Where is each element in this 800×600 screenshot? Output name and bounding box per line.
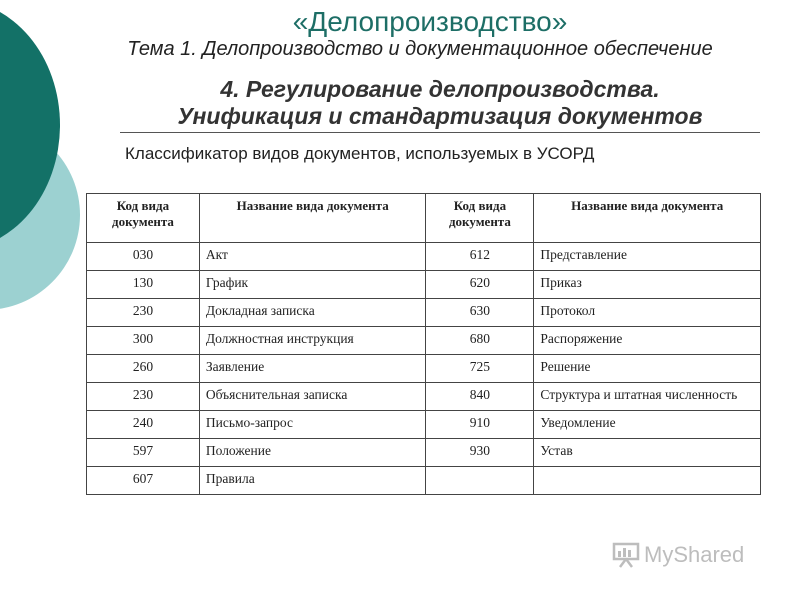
watermark-text: MyShared bbox=[644, 542, 745, 567]
doc-name-cell: Представление bbox=[534, 243, 761, 271]
page-title: «Делопроизводство» bbox=[292, 6, 568, 37]
table-row bbox=[87, 327, 761, 355]
doc-name-cell: Устав bbox=[534, 439, 761, 467]
doc-code-cell: 597 bbox=[87, 439, 200, 467]
doc-code-cell: 240 bbox=[87, 411, 200, 439]
myshared-watermark bbox=[612, 538, 772, 572]
doc-name-cell: Правила bbox=[199, 467, 426, 495]
doc-name-cell: Положение bbox=[199, 439, 426, 467]
table-row bbox=[87, 243, 761, 271]
table-row bbox=[87, 299, 761, 327]
doc-name-cell: Объяснительная записка bbox=[199, 383, 426, 411]
section-heading bbox=[100, 76, 780, 130]
doc-name-cell: Протокол bbox=[534, 299, 761, 327]
table-row bbox=[87, 355, 761, 383]
doc-name-cell: Письмо-запрос bbox=[199, 411, 426, 439]
doc-code-cell: 230 bbox=[87, 383, 200, 411]
doc-code-cell: 612 bbox=[426, 243, 534, 271]
table-row bbox=[87, 383, 761, 411]
doc-code-cell: 607 bbox=[87, 467, 200, 495]
doc-code-cell: 230 bbox=[87, 299, 200, 327]
doc-name-cell: Уведомление bbox=[534, 411, 761, 439]
column-header-name: Название вида документа bbox=[199, 194, 426, 243]
doc-code-cell: 260 bbox=[87, 355, 200, 383]
doc-name-cell: Структура и штатная численность bbox=[534, 383, 761, 411]
doc-code-cell: 300 bbox=[87, 327, 200, 355]
document-classifier-table bbox=[86, 193, 761, 495]
doc-code-cell: 930 bbox=[426, 439, 534, 467]
doc-code-cell: 910 bbox=[426, 411, 534, 439]
doc-code-cell: 620 bbox=[426, 271, 534, 299]
doc-name-cell bbox=[534, 467, 761, 495]
doc-name-cell: Должностная инструкция bbox=[199, 327, 426, 355]
doc-name-cell: Акт bbox=[199, 243, 426, 271]
doc-name-cell: Распоряжение bbox=[534, 327, 761, 355]
presentation-board-icon bbox=[612, 541, 640, 569]
doc-code-cell: 840 bbox=[426, 383, 534, 411]
table-header-row bbox=[87, 194, 761, 243]
table-row bbox=[87, 439, 761, 467]
doc-code-cell: 030 bbox=[87, 243, 200, 271]
doc-code-cell bbox=[426, 467, 534, 495]
doc-code-cell: 630 bbox=[426, 299, 534, 327]
table-row bbox=[87, 467, 761, 495]
table-row bbox=[87, 411, 761, 439]
section-heading-line2: Унификация и стандартизация документов bbox=[177, 103, 703, 129]
doc-code-cell: 680 bbox=[426, 327, 534, 355]
doc-name-cell: Докладная записка bbox=[199, 299, 426, 327]
heading-divider bbox=[120, 132, 760, 133]
doc-code-cell: 725 bbox=[426, 355, 534, 383]
table-row bbox=[87, 271, 761, 299]
column-header-name: Название вида документа bbox=[534, 194, 761, 243]
section-heading-line1: 4. Регулирование делопроизводства. bbox=[220, 76, 660, 102]
page-subtitle: Тема 1. Делопроизводство и документационное обеспечение bbox=[127, 38, 713, 60]
column-header-code: Код вида документа bbox=[87, 194, 200, 243]
doc-name-cell: Заявление bbox=[199, 355, 426, 383]
doc-name-cell: Приказ bbox=[534, 271, 761, 299]
table-caption: Классификатор видов документов, используемых в УСОРД bbox=[125, 144, 595, 163]
doc-name-cell: Решение bbox=[534, 355, 761, 383]
doc-name-cell: График bbox=[199, 271, 426, 299]
doc-code-cell: 130 bbox=[87, 271, 200, 299]
column-header-code: Код вида документа bbox=[426, 194, 534, 243]
